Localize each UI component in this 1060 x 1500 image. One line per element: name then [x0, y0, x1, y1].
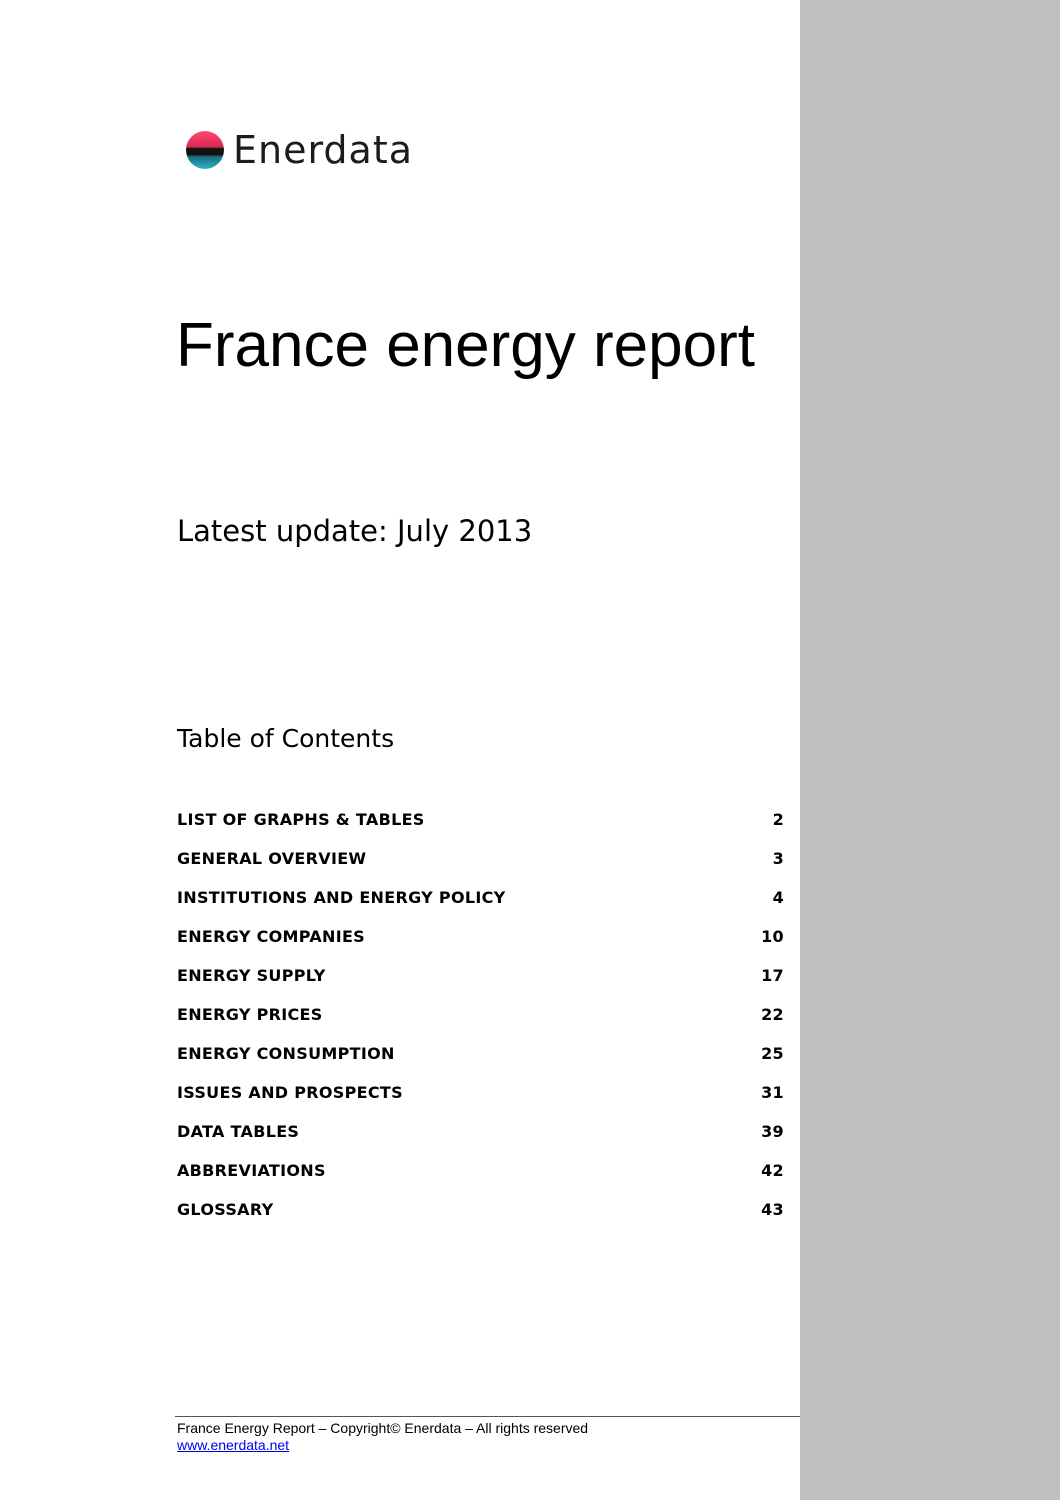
toc-entry-page: 31 [761, 1083, 784, 1102]
toc-entry-label: INSTITUTIONS AND ENERGY POLICY [177, 888, 506, 907]
toc-entry-page: 43 [761, 1200, 784, 1219]
toc-entry-label: DATA TABLES [177, 1122, 300, 1141]
toc-entry-page: 42 [761, 1161, 784, 1180]
toc-entry-label: ENERGY SUPPLY [177, 966, 326, 985]
footer-website-link[interactable]: www.enerdata.net [177, 1437, 290, 1453]
toc-entry-page: 25 [761, 1044, 784, 1063]
toc-entry-label: ENERGY CONSUMPTION [177, 1044, 395, 1063]
toc-entry[interactable] [177, 1190, 784, 1229]
table-of-contents [177, 800, 784, 1229]
toc-entry-label: ENERGY PRICES [177, 1005, 323, 1024]
toc-entry[interactable] [177, 1073, 784, 1112]
toc-entry-page: 17 [761, 966, 784, 985]
toc-entry[interactable] [177, 800, 784, 839]
footer-divider [175, 1416, 800, 1417]
footer-copyright: France Energy Report – Copyright© Enerdata – All rights reserved [177, 1420, 589, 1436]
toc-entry[interactable] [177, 917, 784, 956]
logo-text: Enerdata [233, 128, 414, 172]
toc-entry-page: 4 [772, 888, 784, 907]
side-band [800, 0, 1060, 1500]
latest-update: Latest update: July 2013 [177, 514, 533, 548]
toc-entry[interactable] [177, 995, 784, 1034]
logo-sphere-icon [185, 130, 225, 170]
toc-entry[interactable] [177, 1151, 784, 1190]
toc-entry-page: 39 [761, 1122, 784, 1141]
toc-entry[interactable] [177, 1034, 784, 1073]
toc-entry-label: GENERAL OVERVIEW [177, 849, 367, 868]
toc-entry[interactable] [177, 1112, 784, 1151]
toc-entry-label: ISSUES AND PROSPECTS [177, 1083, 403, 1102]
toc-entry-label: ENERGY COMPANIES [177, 927, 366, 946]
toc-entry-label: ABBREVIATIONS [177, 1161, 326, 1180]
toc-entry-page: 10 [761, 927, 784, 946]
toc-entry-page: 2 [772, 810, 784, 829]
toc-entry[interactable] [177, 956, 784, 995]
toc-entry-label: LIST OF GRAPHS & TABLES [177, 810, 425, 829]
toc-entry[interactable] [177, 839, 784, 878]
toc-entry-label: GLOSSARY [177, 1200, 274, 1219]
toc-entry[interactable] [177, 878, 784, 917]
toc-entry-page: 3 [772, 849, 784, 868]
report-title: France energy report [176, 311, 755, 380]
toc-entry-page: 22 [761, 1005, 784, 1024]
toc-heading: Table of Contents [177, 724, 395, 753]
enerdata-logo [185, 128, 413, 172]
